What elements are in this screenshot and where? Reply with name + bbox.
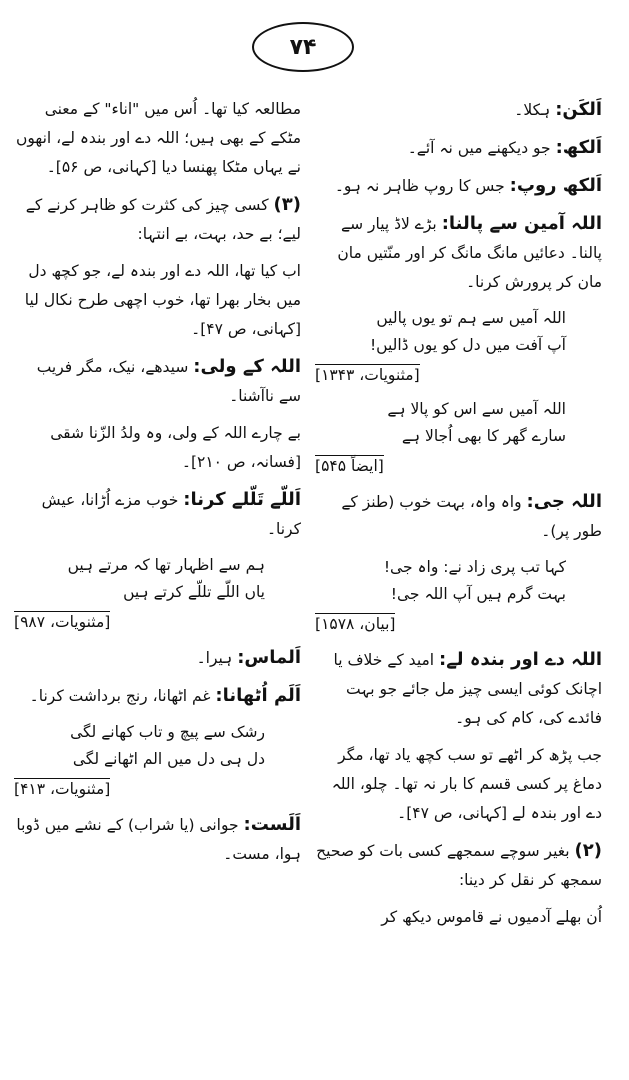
verse-line: کہا تب پری زاد نے: واہ جی! (383, 558, 566, 576)
entry-headword: اَلکھ: (555, 137, 602, 158)
entry-headword: اللہ کے ولی: (193, 356, 301, 377)
entry-headword: اللہ دے اور بندہ لے: (439, 649, 602, 670)
entry-headword: اَلکھ روپ: (509, 175, 602, 196)
verse-line: ہم سے اظہار تھا کہ مرتے ہیں (67, 556, 265, 574)
entry-definition: ہیرا۔ (196, 649, 233, 667)
dictionary-entry (14, 352, 301, 411)
right-column (315, 95, 602, 940)
verse-line: آپ آفت میں دل کو یوں ڈالیں! (369, 336, 566, 354)
entry-headword: اَلَست: (243, 814, 301, 835)
citation (14, 775, 301, 804)
entry-headword: (۳) (273, 194, 301, 215)
entry-definition: بغیر سوچے سمجھے کسی بات کو صحیح سمجھ کر نقل کر دینا: (316, 842, 602, 889)
verse-couplet (315, 305, 602, 359)
entry-definition: بڑے لاڈ پیار سے پالنا۔ دعائیں مانگ مانگ کر اور منّتیں مان مان کر پرورش کرنا۔ (337, 215, 602, 291)
citation (14, 608, 301, 637)
entry-headword: (۲) (574, 840, 602, 861)
verse-couplet (315, 396, 602, 450)
example-paragraph: اُن بھلے آدمیوں نے قاموس دیکھ کر (381, 908, 602, 926)
citation-text: [مثنویات، ۹۸۷] (14, 613, 111, 631)
verse-couplet (14, 552, 301, 606)
page-number (252, 22, 354, 72)
dictionary-entry (315, 836, 602, 895)
entry-headword: اَللّے تَلّلے کرنا: (183, 489, 301, 510)
entry-definition: ہکلا۔ (514, 101, 551, 119)
entry-definition: کسی چیز کی کثرت کو ظاہر کرنے کے لیے؛ بے حد، بہت، بے انتہا: (25, 196, 301, 243)
dictionary-entry (315, 171, 602, 201)
verse-line: رشک سے پیچ و تاب کھانے لگی (70, 723, 265, 741)
left-column (14, 95, 301, 877)
verse-line: اللہ آمیں سے ہم تو یوں پالیں (376, 309, 566, 327)
entry-headword: اَلکَن: (555, 99, 602, 120)
entry-definition: امید کے خلاف یا اچانک کوئی ایسی چیز مل جائے جو بہت فائدے کی، کام کی ہو۔ (333, 651, 602, 727)
dictionary-entry (315, 487, 602, 546)
dictionary-entry (14, 485, 301, 544)
verse-line: بہت گرم ہیں آپ اللہ جی! (390, 585, 566, 603)
entry-definition: سیدھے، نیک، مگر فریب سے ناآشنا۔ (36, 358, 301, 405)
citation-text: [مثنویات، ۱۳۴۳] (315, 366, 420, 384)
verse-couplet (14, 719, 301, 773)
citation-text: [بیان، ۱۵۷۸] (315, 615, 396, 633)
entry-definition: واہ واہ، بہت خوب (طنز کے طور پر)۔ (341, 493, 602, 540)
entry-definition: جوانی (یا شراب) کے نشے میں ڈوبا ہوا، مست۔ (16, 816, 301, 863)
entry-headword: اللہ آمین سے پالنا: (441, 213, 602, 234)
dictionary-entry (315, 95, 602, 125)
citation (315, 452, 602, 481)
dictionary-entry (14, 643, 301, 673)
verse-line: اللہ آمیں سے اس کو پالا ہے (387, 400, 566, 418)
entry-definition: جس کا روپ ظاہر نہ ہو۔ (334, 177, 505, 195)
citation (315, 361, 602, 390)
citation (315, 610, 602, 639)
dictionary-entry (14, 190, 301, 249)
dictionary-entry (14, 810, 301, 869)
example-paragraph: جب پڑھ کر اٹھے تو سب کچھ یاد تھا، مگر دماغ پر کسی قسم کا بار نہ تھا۔ چلو، اللہ دے اور بندہ لے [کہانی، ص ۴۷]۔ (331, 746, 602, 822)
entry-headword: اللہ جی: (526, 491, 602, 512)
example-paragraph: اب کیا تھا، اللہ دے اور بندہ لے، جو کچھ دل میں بخار بھرا تھا، خوب اچھی طرح نکال لیا [کہانی، ص ۴۷]۔ (24, 262, 301, 338)
dictionary-entry (315, 209, 602, 297)
entry-headword: اَلماس: (237, 647, 301, 668)
verse-line: سارے گھر کا بھی اُجالا ہے (401, 427, 566, 445)
verse-couplet (315, 554, 602, 608)
verse-line: دل ہی دل میں الم اٹھانے لگی (72, 750, 265, 768)
citation-text: [مثنویات، ۴۱۳] (14, 780, 111, 798)
page-number-text: ۷۴ (289, 34, 317, 60)
example-paragraph: مطالعہ کیا تھا۔ اُس میں "اناء" کے معنی مٹکے کے بھی ہیں؛ اللہ دے اور بندہ لے، انھوں نے یہاں مٹکا پھنسا دیا [کہانی، ص ۵۶]۔ (16, 100, 301, 176)
dictionary-entry (14, 681, 301, 711)
entry-headword: اَلَم اُٹھانا: (215, 685, 301, 706)
entry-definition: خوب مزے اُڑانا، عیش کرنا۔ (41, 491, 301, 538)
dictionary-entry (315, 645, 602, 733)
verse-line: یاں اللّے تللّے کرتے ہیں (123, 583, 265, 601)
example-paragraph: بے چارے اللہ کے ولی، وہ ولدُ الزّنا شقی [فسانہ، ص ۲۱۰]۔ (50, 424, 301, 471)
entry-definition: غم اٹھانا، رنج برداشت کرنا۔ (29, 687, 211, 705)
entry-definition: جو دیکھنے میں نہ آئے۔ (407, 139, 551, 157)
citation-text: [ایضاً ۵۴۵] (315, 457, 384, 475)
dictionary-entry (315, 133, 602, 163)
